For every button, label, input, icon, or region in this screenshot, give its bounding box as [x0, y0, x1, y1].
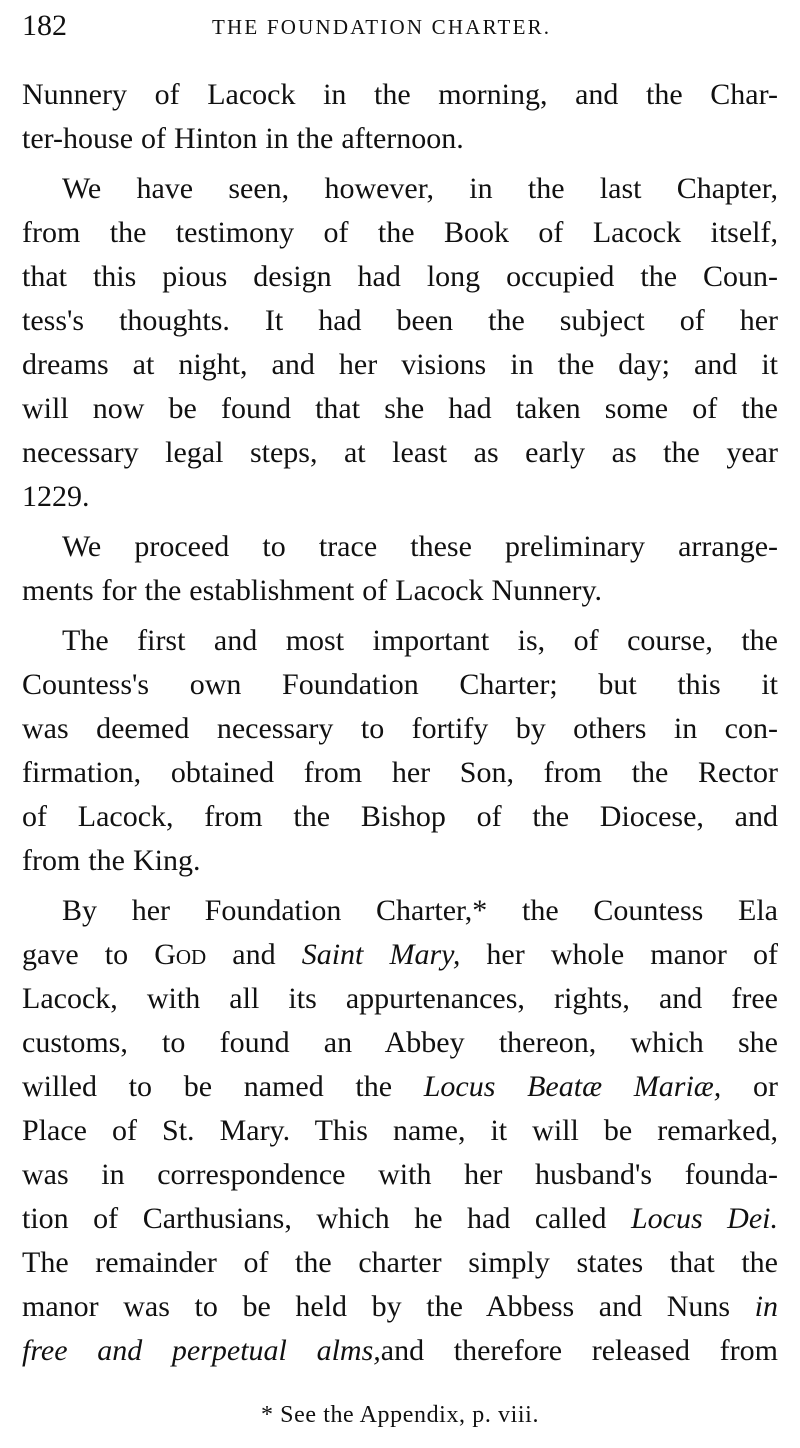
italic-run: in: [754, 1290, 778, 1323]
text-line: The remainder of the charter simply states that the: [22, 1246, 778, 1279]
text-line: necessary legal steps, at least as early as the year: [22, 436, 778, 469]
paragraph: [22, 619, 778, 883]
text-run: gave to: [22, 938, 155, 971]
divine-name: God: [154, 938, 207, 971]
italic-run: Locus Beatæ Mariæ,: [423, 1070, 722, 1103]
text-run: and therefore released from: [380, 1334, 778, 1367]
text-run: willed to be named the: [22, 1070, 424, 1103]
text-line: [22, 1197, 778, 1241]
text-run: manor was to be held by the Abbess and Nuns: [22, 1290, 755, 1323]
text-line: By her Foundation Charter,* the Countess Ela: [62, 894, 778, 927]
text-run: her whole manor of: [460, 938, 778, 971]
text-line: dreams at night, and her visions in the day; and it: [22, 348, 778, 381]
italic-run: Locus Dei.: [630, 1202, 778, 1235]
paragraph: [22, 73, 778, 161]
text-line: We proceed to trace these preliminary arrange-: [62, 530, 778, 563]
text-line: was in correspondence with her husband's founda-: [22, 1158, 778, 1191]
text-line: from the testimony of the Book of Lacock itself,: [22, 216, 778, 249]
text-line: The first and most important is, of course, the: [62, 624, 778, 657]
text-run: and: [206, 938, 302, 971]
text-line: [22, 1329, 778, 1373]
text-line: [22, 1285, 778, 1329]
text-line: customs, to found an Abbey thereon, which she: [22, 1026, 778, 1059]
paragraph: [22, 525, 778, 613]
text-line: Countess's own Foundation Charter; but this it: [22, 668, 778, 701]
text-line: was deemed necessary to fortify by others in con-: [22, 712, 778, 745]
text-line: that this pious design had long occupied the Coun-: [22, 260, 778, 293]
running-head: THE FOUNDATION CHARTER.: [212, 15, 552, 39]
italic-run: Saint Mary,: [301, 938, 461, 971]
paragraph: [22, 167, 778, 519]
text-line: tess's thoughts. It had been the subject of her: [22, 304, 778, 337]
text-line: Lacock, with all its appurtenances, rights, and free: [22, 982, 778, 1015]
text-line: Nunnery of Lacock in the morning, and the Char-: [22, 78, 778, 111]
text-line: from the King.: [22, 844, 201, 877]
page-number: 182: [22, 9, 67, 42]
text-line: will now be found that she had taken some of the: [22, 392, 778, 425]
text-line: [22, 933, 778, 977]
italic-run: free and perpetual alms,: [22, 1334, 381, 1367]
text-line: We have seen, however, in the last Chapter,: [62, 172, 778, 205]
footnote: * See the Appendix, p. viii.: [260, 1402, 540, 1428]
paragraph: [22, 889, 778, 1373]
text-line: [22, 1065, 778, 1109]
text-line: Place of St. Mary. This name, it will be remarked,: [22, 1114, 778, 1147]
body-text: [22, 73, 778, 1379]
text-line: of Lacock, from the Bishop of the Diocese, and: [22, 800, 778, 833]
text-line: 1229.: [22, 480, 90, 513]
text-line: ter-house of Hinton in the afternoon.: [22, 122, 464, 155]
text-run: or: [721, 1070, 778, 1103]
text-line: firmation, obtained from her Son, from the Rector: [22, 756, 778, 789]
text-line: ments for the establishment of Lacock Nunnery.: [22, 574, 603, 607]
text-run: tion of Carthusians, which he had called: [22, 1202, 631, 1235]
page-header: [22, 6, 778, 46]
